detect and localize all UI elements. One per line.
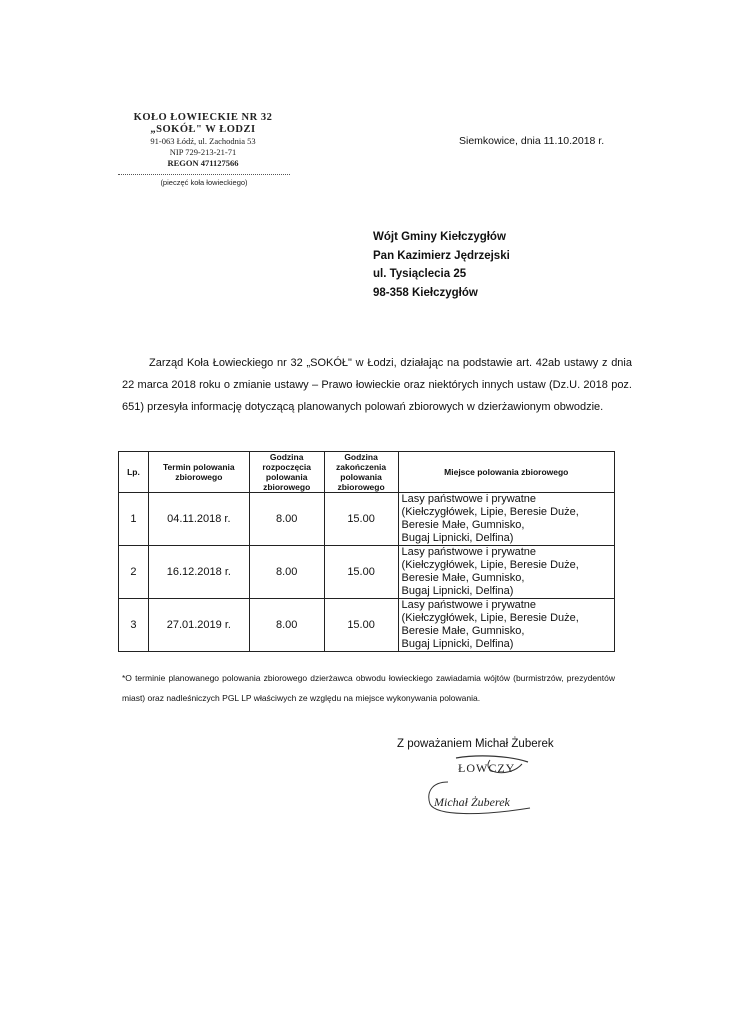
place-line: Bugaj Lipnicki, Delfina) <box>401 638 514 650</box>
hunting-club-stamp <box>118 112 288 169</box>
row-start: 8.00 <box>249 546 324 599</box>
row-end: 15.00 <box>324 546 398 599</box>
stamp-line-4: NIP 729-213-21-71 <box>169 147 237 157</box>
row-start: 8.00 <box>249 599 324 652</box>
row-start: 8.00 <box>249 493 324 546</box>
signature-stamp <box>420 752 570 822</box>
header-term: Termin polowania zbiorowego <box>148 452 249 493</box>
body-paragraph: Zarząd Koła Łowieckiego nr 32 „SOKÓŁ" w Łodzi, działając na podstawie art. 42ab ustawy z dnia 22 marca 2018 roku o zmianie ustawy – Prawo łowieckie oraz niektórych innych ustaw (Dz.U. 2018 poz. 651) przesyła informację dotyczącą planowanych polowań zbiorowych w dzierżawionym obwodzie. <box>122 357 632 413</box>
closing-regards: Z poważaniem Michał Żuberek <box>397 738 554 750</box>
header-start: Godzina rozpoczęcia polowania zbiorowego <box>249 452 324 493</box>
stamp-line-3: 91-063 Łódź, ul. Zachodnia 53 <box>150 136 256 146</box>
table-row <box>119 546 615 599</box>
place-line: (Kiełczygłówek, Lipie, Beresie Duże, <box>401 506 579 518</box>
row-lp: 1 <box>119 493 149 546</box>
table-row <box>119 493 615 546</box>
recipient-line-1: Wójt Gminy Kiełczygłów <box>373 231 506 243</box>
stamp-line-5: REGON 471127566 <box>167 158 239 168</box>
stamp-word: ŁOWCZY <box>458 761 516 775</box>
place-line: Beresie Małe, Gumnisko, <box>401 519 525 531</box>
recipient-address <box>373 228 510 302</box>
row-lp: 2 <box>119 546 149 599</box>
signature-name: Michał Żuberek <box>434 795 510 809</box>
row-place <box>398 493 614 546</box>
header-place: Miejsce polowania zbiorowego <box>398 452 614 493</box>
row-end: 15.00 <box>324 493 398 546</box>
stamp-divider <box>118 174 290 175</box>
stamp-line-2: „SOKÓŁ" W ŁODZI <box>150 124 256 135</box>
place-line: Beresie Małe, Gumnisko, <box>401 572 525 584</box>
row-place <box>398 546 614 599</box>
place-line: Lasy państwowe i prywatne <box>401 599 537 611</box>
row-end: 15.00 <box>324 599 398 652</box>
place-line: Bugaj Lipnicki, Delfina) <box>401 585 514 597</box>
row-date: 16.12.2018 r. <box>148 546 249 599</box>
table-header-row <box>119 452 615 493</box>
letter-date: Siemkowice, dnia 11.10.2018 r. <box>459 135 605 147</box>
footnote: *O terminie planowanego polowania zbiorowego dzierżawca obwodu łowieckiego zawiadamia wójtów (burmistrzów, prezydentów miast) oraz nadleśniczych PGL LP właściwych ze względu na miejsce wykonywania polowania. <box>122 673 615 703</box>
table-row <box>119 599 615 652</box>
place-line: Beresie Małe, Gumnisko, <box>401 625 525 637</box>
stamp-line-1: KOŁO ŁOWIECKIE NR 32 <box>133 112 273 123</box>
recipient-line-2: Pan Kazimierz Jędrzejski <box>373 249 510 262</box>
header-lp: Lp. <box>119 452 149 493</box>
stamp-caption: (pieczęć koła łowieckiego) <box>160 178 248 187</box>
row-date: 04.11.2018 r. <box>148 493 249 546</box>
recipient-line-4: 98-358 Kiełczygłów <box>373 286 478 299</box>
letter-body <box>122 352 632 418</box>
place-line: (Kiełczygłówek, Lipie, Beresie Duże, <box>401 612 579 624</box>
row-lp: 3 <box>119 599 149 652</box>
row-place <box>398 599 614 652</box>
hunt-schedule-table <box>118 451 615 652</box>
header-end: Godzina zakończenia polowania zbiorowego <box>324 452 398 493</box>
row-date: 27.01.2019 r. <box>148 599 249 652</box>
recipient-line-3: ul. Tysiąclecia 25 <box>373 268 467 280</box>
place-line: Lasy państwowe i prywatne <box>401 493 537 505</box>
place-line: Bugaj Lipnicki, Delfina) <box>401 532 514 544</box>
place-line: Lasy państwowe i prywatne <box>401 546 537 558</box>
place-line: (Kiełczygłówek, Lipie, Beresie Duże, <box>401 559 579 571</box>
